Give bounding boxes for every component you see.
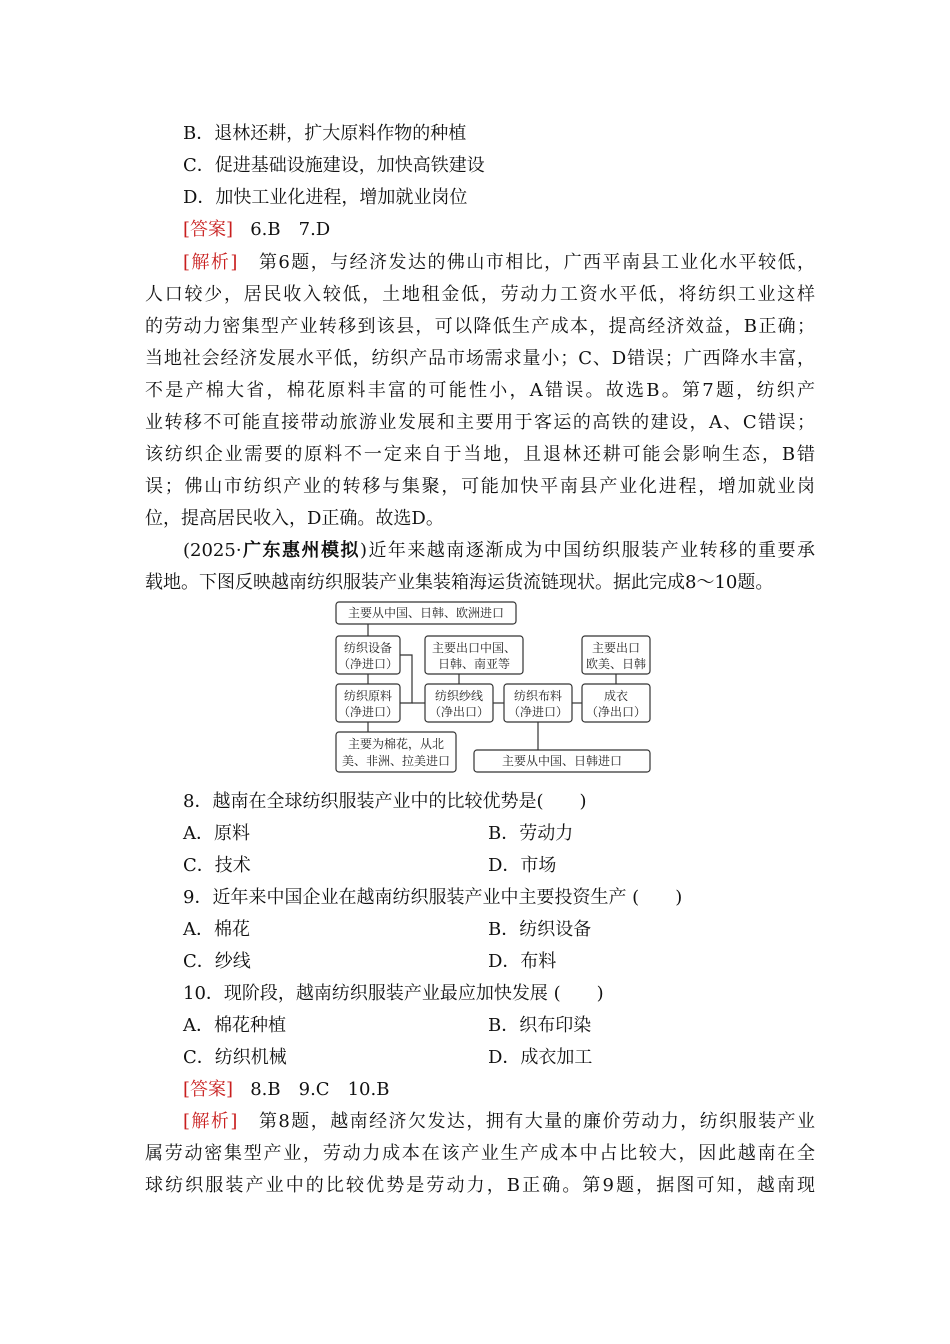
analysis-line: 该纺织企业需要的原料不一定来自于当地，且退林还耕可能会影响生态，B错 — [145, 444, 815, 465]
analysis-line: 的劳动力密集型产业转移到该县，可以降低生产成本，提高经济效益，B正确； — [145, 316, 815, 337]
analysis-line: 业转移不可能直接带动旅游业发展和主要用于客运的高铁的建设，A、C错误； — [145, 412, 815, 433]
intro-line-1: (2025·广东惠州模拟)近年来越南逐渐成为中国纺织服装产业转移的重要承 — [183, 540, 816, 561]
analysis-line: 不是产棉大省，棉花原料丰富的可能性小，A错误。故选B。第7题，纺织产 — [145, 380, 815, 401]
q10-option-d: D．成衣加工 — [488, 1047, 593, 1068]
analysis-tag: [解析] — [183, 252, 238, 273]
q10-option-a: A．棉花种植 — [183, 1015, 286, 1036]
flow-diagram — [330, 600, 660, 778]
q10-stem: 10．现阶段，越南纺织服装产业最应加快发展 ( ) — [183, 983, 604, 1004]
analysis-line: 位，提高居民收入，D正确。故选D。 — [145, 508, 444, 529]
q9-option-b: B．纺织设备 — [488, 919, 592, 940]
analysis-line: [解析] 第6题，与经济发达的佛山市相比，广西平南县工业化水平较低， — [183, 252, 816, 273]
garment-export-sub-label: 欧美、日韩 — [585, 657, 647, 671]
raw-material-sub-label: （净进口） — [337, 705, 399, 719]
yarn-sub-label: （净出口） — [428, 705, 490, 719]
answer-line-2 — [183, 1078, 815, 1102]
raw-material-label: 纺织原料 — [343, 689, 393, 703]
yarn-export-sub-label: 日韩、南亚等 — [437, 657, 511, 671]
equipment-label: 纺织设备 — [343, 641, 393, 655]
q5-option-b: B．退林还耕，扩大原料作物的种植 — [183, 123, 467, 144]
equipment-sub-label: （净进口） — [337, 657, 399, 671]
analysis-line: 人口较少，居民收入较低，土地租金低，劳动力工资水平低，将纺织工业这样 — [145, 284, 815, 305]
garment-sub-label: （净出口） — [585, 705, 647, 719]
analysis-line: 误；佛山市纺织产业的转移与集聚，可能加快平南县产业化进程，增加就业岗 — [145, 476, 815, 497]
q9-option-c: C．纱线 — [183, 951, 251, 972]
analysis-tag: [解析] — [183, 1111, 238, 1132]
top-source-label: 主要从中国、日韩、欧洲进口 — [347, 606, 505, 620]
intro-line-2: 载地。下图反映越南纺织服装产业集装箱海运货流链现状。据此完成8～10题。 — [145, 572, 774, 593]
fabric-label: 纺织布料 — [513, 689, 563, 703]
cotton-source-sub-label: 美、非洲、拉美进口 — [341, 754, 451, 768]
analysis-line: 当地社会经济发展水平低，纺织产品市场需求量小；C、D错误；广西降水丰富， — [145, 348, 815, 369]
fabric-source-label: 主要从中国、日韩进口 — [501, 754, 623, 768]
cotton-source-label: 主要为棉花，从北 — [347, 737, 445, 751]
analysis-line: 球纺织服装产业中的比较优势是劳动力，B正确。第9题，据图可知，越南现 — [145, 1175, 815, 1196]
yarn-label: 纺织纱线 — [434, 689, 484, 703]
q10-option-c: C．纺织机械 — [183, 1047, 287, 1068]
answer-tag: [答案] — [183, 219, 234, 240]
q8-stem: 8．越南在全球纺织服装产业中的比较优势是( ) — [183, 791, 587, 812]
q9-option-d: D．布料 — [488, 951, 557, 972]
answer-text: 8.B 9.C 10.B — [250, 1079, 390, 1100]
answer-tag: [答案] — [183, 1079, 234, 1100]
q8-option-d: D．市场 — [488, 855, 557, 876]
q5-option-c: C．促进基础设施建设，加快高铁建设 — [183, 155, 485, 176]
garment-label: 成衣 — [603, 689, 629, 703]
q8-option-b: B．劳动力 — [488, 823, 574, 844]
q5-option-d: D．加快工业化进程，增加就业岗位 — [183, 187, 468, 208]
analysis-line: 属劳动密集型产业，劳动力成本在该产业生产成本中占比较大，因此越南在全 — [145, 1143, 815, 1164]
analysis-line: [解析] 第8题，越南经济欠发达，拥有大量的廉价劳动力，纺织服装产业 — [183, 1111, 816, 1132]
yarn-export-label: 主要出口中国、 — [431, 641, 517, 655]
q9-stem: 9．近年来中国企业在越南纺织服装产业中主要投资生产 ( ) — [183, 887, 683, 908]
source-name: 广东惠州模拟 — [241, 540, 360, 561]
fabric-sub-label: （净进口） — [507, 705, 569, 719]
answer-line-1 — [183, 218, 815, 242]
q8-option-c: C．技术 — [183, 855, 251, 876]
q9-option-a: A．棉花 — [183, 919, 250, 940]
garment-export-label: 主要出口 — [591, 641, 641, 655]
q8-option-a: A．原料 — [183, 823, 250, 844]
answer-text: 6.B 7.D — [250, 219, 331, 240]
q10-option-b: B．织布印染 — [488, 1015, 592, 1036]
